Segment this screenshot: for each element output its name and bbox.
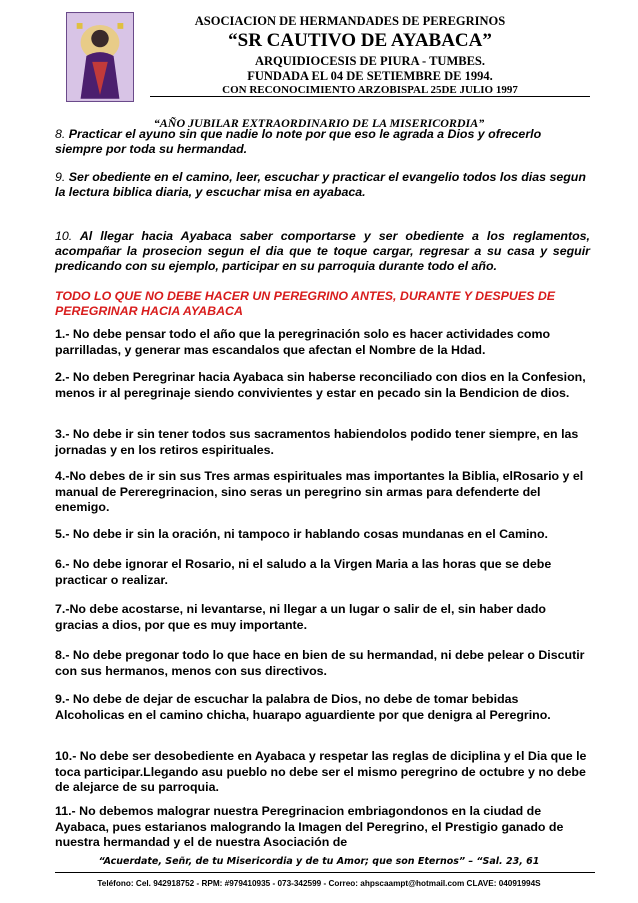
rule-item-10: 10.- No debe ser desobediente en Ayabaca y respetar las reglas de diciplina y el Dia que le toca participar.Llegando asu pueblo no debe ser el mismo peregrino de octubre y no debe de alejarce de su parroquia. [55, 749, 587, 794]
rule-item-5: 5.- No debe ir sin la oración, ni tampoco ir hablando cosas mundanas en el Camino. [55, 527, 548, 541]
rule-item-4: 4.-No debes de ir sin sus Tres armas espirituales mas importantes la Biblia, elRosario y el manual de Pereregrinacion, sino seras un peregrino sin armas para defenderte del enemigo. [55, 469, 584, 514]
diocese-line: ARQUIDIOCESIS DE PIURA - TUMBES. [254, 54, 486, 68]
header-divider [150, 96, 590, 97]
rule-item-9: 9.- No debe de dejar de escuchar la palabra de Dios, no debe de tomar bebidas Alcoholicas en el camino chicha, huarapo aguardiente por que denigra al Peregrino. [55, 692, 551, 722]
contact-footer: Teléfono: Cel. 942918752 - RPM: #979410935 - 073-342599 - Correo: ahpscaampt@hotmail.com CLAVE: 04091994S [97, 879, 541, 888]
logo-image [66, 12, 134, 102]
org-name: ASOCIACION DE HERMANDADES DE PEREGRINOS [194, 14, 506, 28]
rule-item-6: 6.- No debe ignorar el Rosario, ni el saludo a la Virgen Maria a las horas que se debe practicar o realizar. [55, 557, 552, 587]
brotherhood-title: “SR CAUTIVO DE AYABACA” [228, 30, 492, 51]
recognition-line: CON RECONOCIMIENTO ARZOBISPAL 25DE JULIO 1997 [222, 84, 518, 96]
founded-line: FUNDADA EL 04 DE SETIEMBRE DE 1994. [247, 69, 493, 83]
religious-image-icon [67, 13, 133, 101]
duty-item-8: 8. Practicar el ayuno sin que nadie lo note por que eso le agrada a Dios y ofrecerlo siempre por toda su hermandad. [55, 127, 542, 156]
duty-item-9: 9. Ser obediente en el camino, leer, escuchar y practicar el evangelio todos los dias segun la lectura biblica diaria, y escuchar misa en ayabaca. [55, 170, 586, 199]
jubilee-heading: “AÑO JUBILAR EXTRAORDINARIO DE LA MISERICORDIA” [153, 116, 485, 130]
rule-item-2: 2.- No deben Peregrinar hacia Ayabaca sin haberse reconciliado con dios en la Confesion, menos ir al peregrinaje siendo convivientes y estar en pecado sin la Bendicion de dios. [55, 370, 586, 400]
warning-heading: TODO LO QUE NO DEBE HACER UN PEREGRINO ANTES, DURANTE Y DESPUES DE PEREGRINAR HACIA AYABACA [55, 289, 556, 318]
psalm-quote: “Acuerdate, Señr, de tu Misericordia y de tu Amor; que son Eternos” – “Sal. 23, 61 [98, 856, 540, 867]
footer-divider [55, 872, 595, 873]
duty-item-10: 10. Al llegar hacia Ayabaca saber comportarse y ser obediente a los reglamentos, acompañar la prosecion segun el dia que te toque cargar, regresar a su casa y seguir predicando con su ejemplo, participar en su parroquia durante todo el año. [55, 229, 590, 273]
rule-item-11: 11.- No debemos malograr nuestra Peregrinacion embriagondonos en la ciudad de Ayabaca, pues estarianos malogrando la Imagen del Peregrino, el Prestigio ganado de nuestra hermandad y el de nuestra Asociación de [55, 804, 564, 849]
rule-item-1: 1.- No debe pensar todo el año que la peregrinación solo es hacer actividades como parrilladas, y generar mas escandalos que afectan el Nombre de la Hdad. [55, 327, 551, 357]
rule-item-3: 3.- No debe ir sin tener todos sus sacramentos habiendolos podido tener siempre, en las jornadas y en los retiros espirituales. [55, 427, 579, 457]
rule-item-8: 8.- No debe pregonar todo lo que hace en bien de su hermandad, ni debe pelear o Discutir con sus hermanos, menos con sus directivos. [55, 648, 585, 678]
rule-item-7: 7.-No debe acostarse, ni levantarse, ni llegar a un lugar o salir de el, sin haber dado gracias a dios, por que es muy importante. [55, 602, 546, 632]
